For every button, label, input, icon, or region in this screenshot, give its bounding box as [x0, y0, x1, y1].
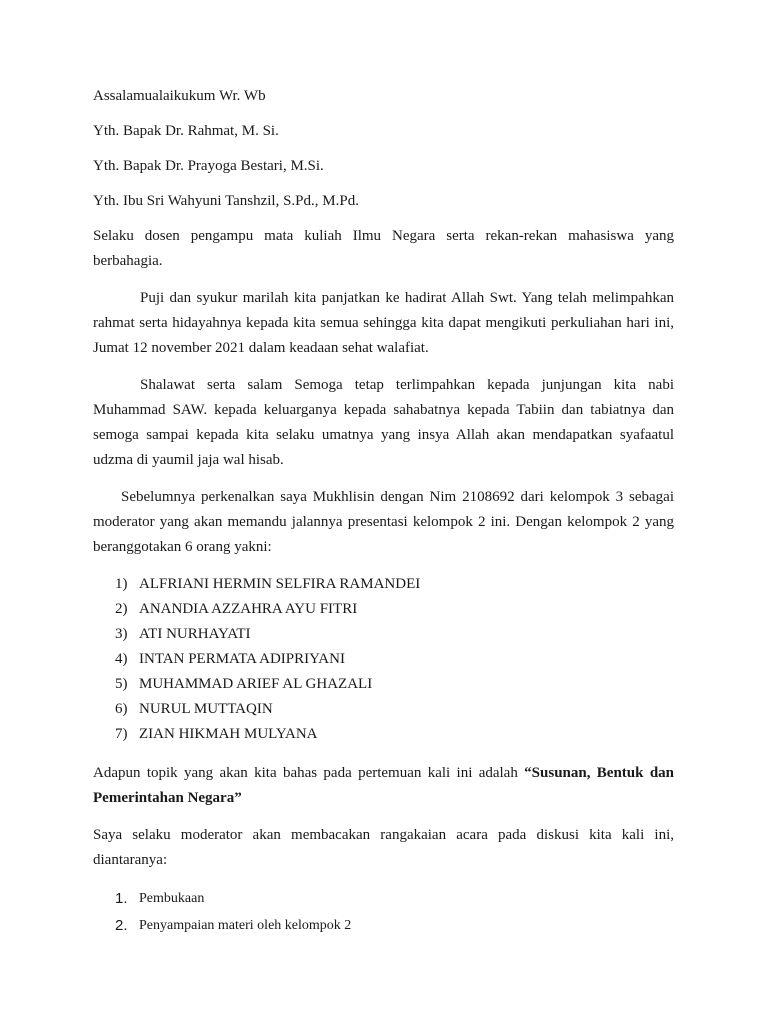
- addressee-3: Yth. Ibu Sri Wahyuni Tanshzil, S.Pd., M.Pd.: [93, 193, 359, 209]
- addressee-1: Yth. Bapak Dr. Rahmat, M. Si.: [93, 123, 279, 139]
- agenda-item-text: Pembukaan: [139, 891, 205, 906]
- list-number: 7): [115, 726, 128, 742]
- member-name: ALFRIANI HERMIN SELFIRA RAMANDEI: [139, 576, 421, 592]
- topic-intro: Adapun topik yang akan kita bahas pada pertemuan kali ini adalah: [93, 765, 525, 781]
- list-number: 1): [115, 576, 128, 592]
- greeting-salam: Assalamualaikukum Wr. Wb: [93, 88, 266, 104]
- member-name: ATI NURHAYATI: [139, 626, 251, 642]
- paragraph-agenda-intro: Saya selaku moderator akan membacakan rangakaian acara pada diskusi kita kali ini, diantaranya:: [93, 827, 674, 868]
- list-item: [93, 722, 674, 747]
- paragraph-topic: [93, 761, 674, 811]
- member-list: [93, 572, 674, 747]
- list-number: 3): [115, 626, 128, 642]
- list-item: [93, 647, 674, 672]
- member-name: NURUL MUTTAQIN: [139, 701, 273, 717]
- paragraph-introduction: Sebelumnya perkenalkan saya Mukhlisin dengan Nim 2108692 dari kelompok 3 sebagai moderator yang akan memandu jalannya presentasi kelompok 2 ini. Dengan kelompok 2 yang beranggotakan 6 orang yakni:: [93, 489, 674, 555]
- list-number: 2.: [115, 917, 128, 934]
- addressee-2: Yth. Bapak Dr. Prayoga Bestari, M.Si.: [93, 158, 324, 174]
- list-item: [93, 597, 674, 622]
- member-name: MUHAMMAD ARIEF AL GHAZALI: [139, 676, 373, 692]
- list-number: 4): [115, 651, 128, 667]
- list-number: 1.: [115, 890, 128, 907]
- paragraph-audience: Selaku dosen pengampu mata kuliah Ilmu Negara serta rekan-rekan mahasiswa yang berbahagia.: [93, 228, 674, 269]
- list-item: [93, 572, 674, 597]
- document-page: [93, 84, 674, 939]
- member-name: ANANDIA AZZAHRA AYU FITRI: [139, 601, 358, 617]
- list-number: 6): [115, 701, 128, 717]
- member-name: INTAN PERMATA ADIPRIYANI: [139, 651, 345, 667]
- agenda-list: [93, 885, 674, 939]
- paragraph-shalawat: Shalawat serta salam Semoga tetap terlimpahkan kepada junjungan kita nabi Muhammad SAW. kepada keluarganya kepada sahabatnya kepada Tabiin dan tabiatnya dan semoga sampai kepada kita selaku umatnya yang insya Allah akan mendapatkan syafaatul udzma di yaumil jaja wal hisab.: [93, 377, 674, 468]
- list-item: [93, 697, 674, 722]
- list-item: [93, 912, 674, 939]
- topic-title: “Susunan, Bentuk dan Pemerintahan Negara”: [93, 765, 675, 806]
- agenda-item-text: Penyampaian materi oleh kelompok 2: [139, 918, 352, 933]
- list-item: [93, 622, 674, 647]
- list-number: 2): [115, 601, 128, 617]
- list-item: [93, 885, 674, 912]
- list-item: [93, 672, 674, 697]
- list-number: 5): [115, 676, 128, 692]
- member-name: ZIAN HIKMAH MULYANA: [139, 726, 318, 742]
- paragraph-praise: Puji dan syukur marilah kita panjatkan ke hadirat Allah Swt. Yang telah melimpahkan rahmat serta hidayahnya kepada kita semua sehingga kita dapat mengikuti perkuliahan hari ini, Jumat 12 november 2021 dalam keadaan sehat walafiat.: [93, 290, 674, 356]
